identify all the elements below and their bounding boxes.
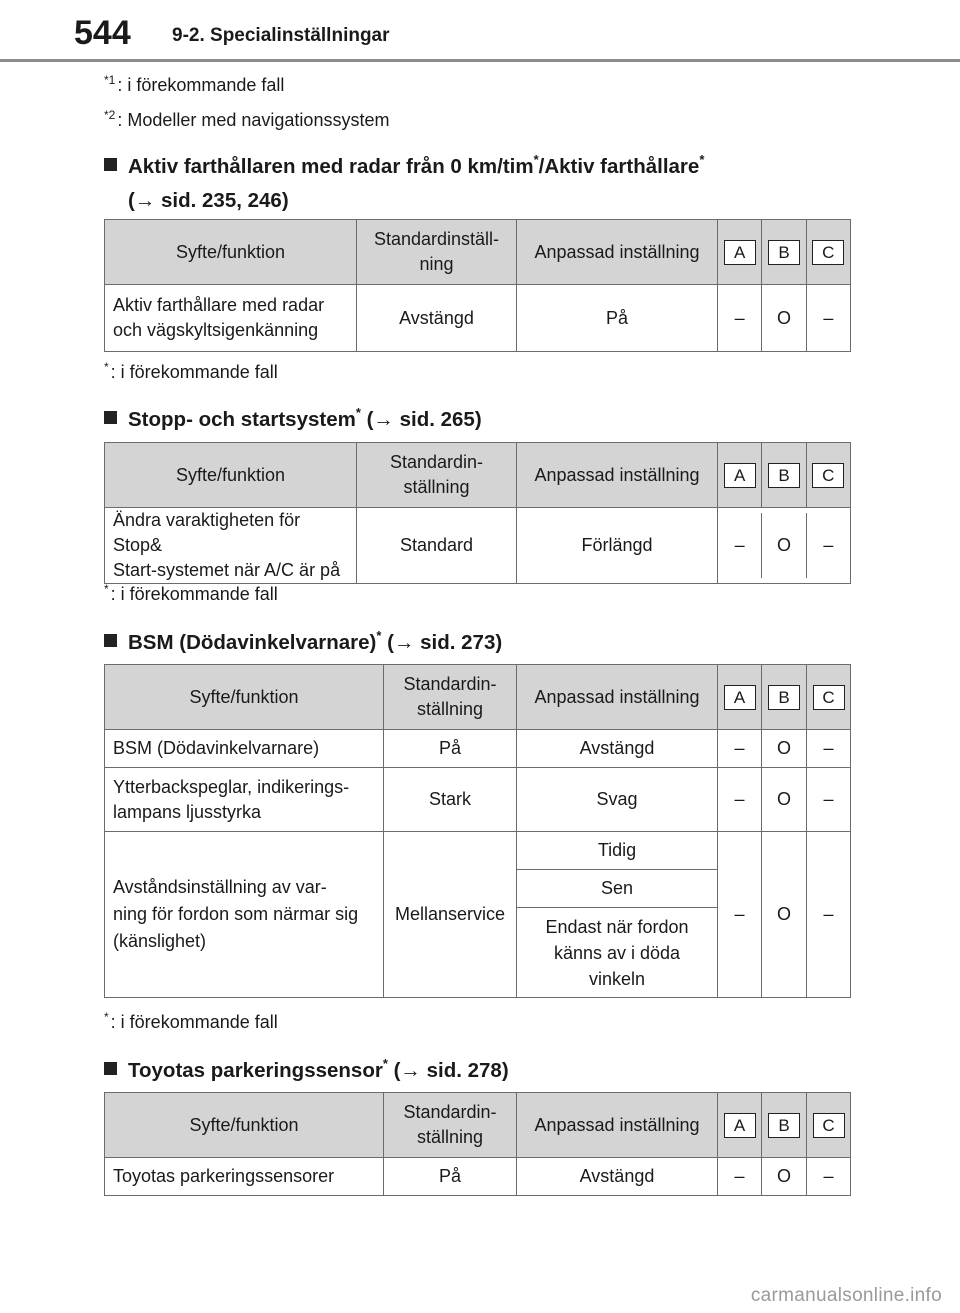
table-row: Ändra varaktigheten för Stop& Start-systemet när A/C är på Standard Förlängd – O – <box>105 508 851 584</box>
section-footnote: * : i förekommande fall <box>104 1010 278 1032</box>
section-footnote: * : i förekommande fall <box>104 360 278 382</box>
square-bullet-icon <box>104 158 117 171</box>
square-bullet-icon <box>104 634 117 647</box>
col-default: Standardinställ- ning <box>357 220 517 285</box>
settings-table-stop-start: Syfte/funktion Standardin- ställning Anpassad inställning A B C Ändra varaktigheten för Stop& Start-systemet när A/C är på Standard Förlängd – O – <box>104 442 851 584</box>
section-footnote: * : i förekommande fall <box>104 582 278 604</box>
section-ref: (→ sid. 235, 246) <box>128 189 289 212</box>
settings-table-acc <box>104 219 851 352</box>
table-row: Aktiv farthållare med radar och vägskyltsigenkänning Avstängd På – O – <box>105 285 851 352</box>
col-purpose: Syfte/funktion <box>105 220 357 285</box>
section-heading-acc: Aktiv farthållaren med radar från 0 km/tim*/Aktiv farthållare* (→ sid. 235, 246) <box>104 143 704 218</box>
section-heading-bsm: BSM (Dödavinkelvarnare)* (→ sid. 273) <box>104 619 502 660</box>
footnote-1: $^{*1}$ : i förekommande fall <box>104 73 285 95</box>
square-bullet-icon <box>104 1062 117 1075</box>
page-number: 544 <box>74 14 131 52</box>
col-custom: Anpassad inställning <box>517 220 718 285</box>
table-row: Ytterbackspeglar, indikerings- lampans ljusstyrka Stark Svag – O – <box>105 768 851 832</box>
page-header <box>0 0 960 62</box>
col-abc: A B C <box>718 220 851 285</box>
footnote-2: $^{*2}$ : Modeller med navigationssystem <box>104 108 390 130</box>
settings-table-parking-sensor: Syfte/funktion Standardin- ställning Anpassad inställning A B C Toyotas parkeringssensorer På Avstängd – O – <box>104 1092 851 1196</box>
settings-table-bsm: Syfte/funktion Standardin- ställning Anpassad inställning A B C BSM (Dödavinkelvarnare) På Avstängd – O – Ytterbackspeglar, indikerings- lampans ljusstyrka Stark Svag – O – Avståndsinställning av var- ning för fordon som närmar sig (känslighet) Mellanservice Tidig – O – Sen Endast när fordon känns av i döda vinkeln <box>104 664 851 998</box>
section-heading-stop-start: Stopp- och startsystem* (→ sid. 265) <box>104 396 482 437</box>
table-row: Toyotas parkeringssensorer På Avstängd – O – <box>105 1158 851 1196</box>
table-row: Sen <box>105 870 851 908</box>
section-heading-parking-sensor: Toyotas parkeringssensor* (→ sid. 278) <box>104 1047 509 1088</box>
table-row: Endast när fordon känns av i döda vinkeln <box>105 908 851 998</box>
square-bullet-icon <box>104 411 117 424</box>
watermark: carmanualsonline.info <box>750 1285 942 1306</box>
table-row: Avståndsinställning av var- ning för fordon som närmar sig (känslighet) Mellanservice Tidig – O – <box>105 832 851 870</box>
header-divider <box>0 59 960 62</box>
table-row: BSM (Dödavinkelvarnare) På Avstängd – O – <box>105 730 851 768</box>
section-title: 9-2. Specialinställningar <box>172 25 390 46</box>
